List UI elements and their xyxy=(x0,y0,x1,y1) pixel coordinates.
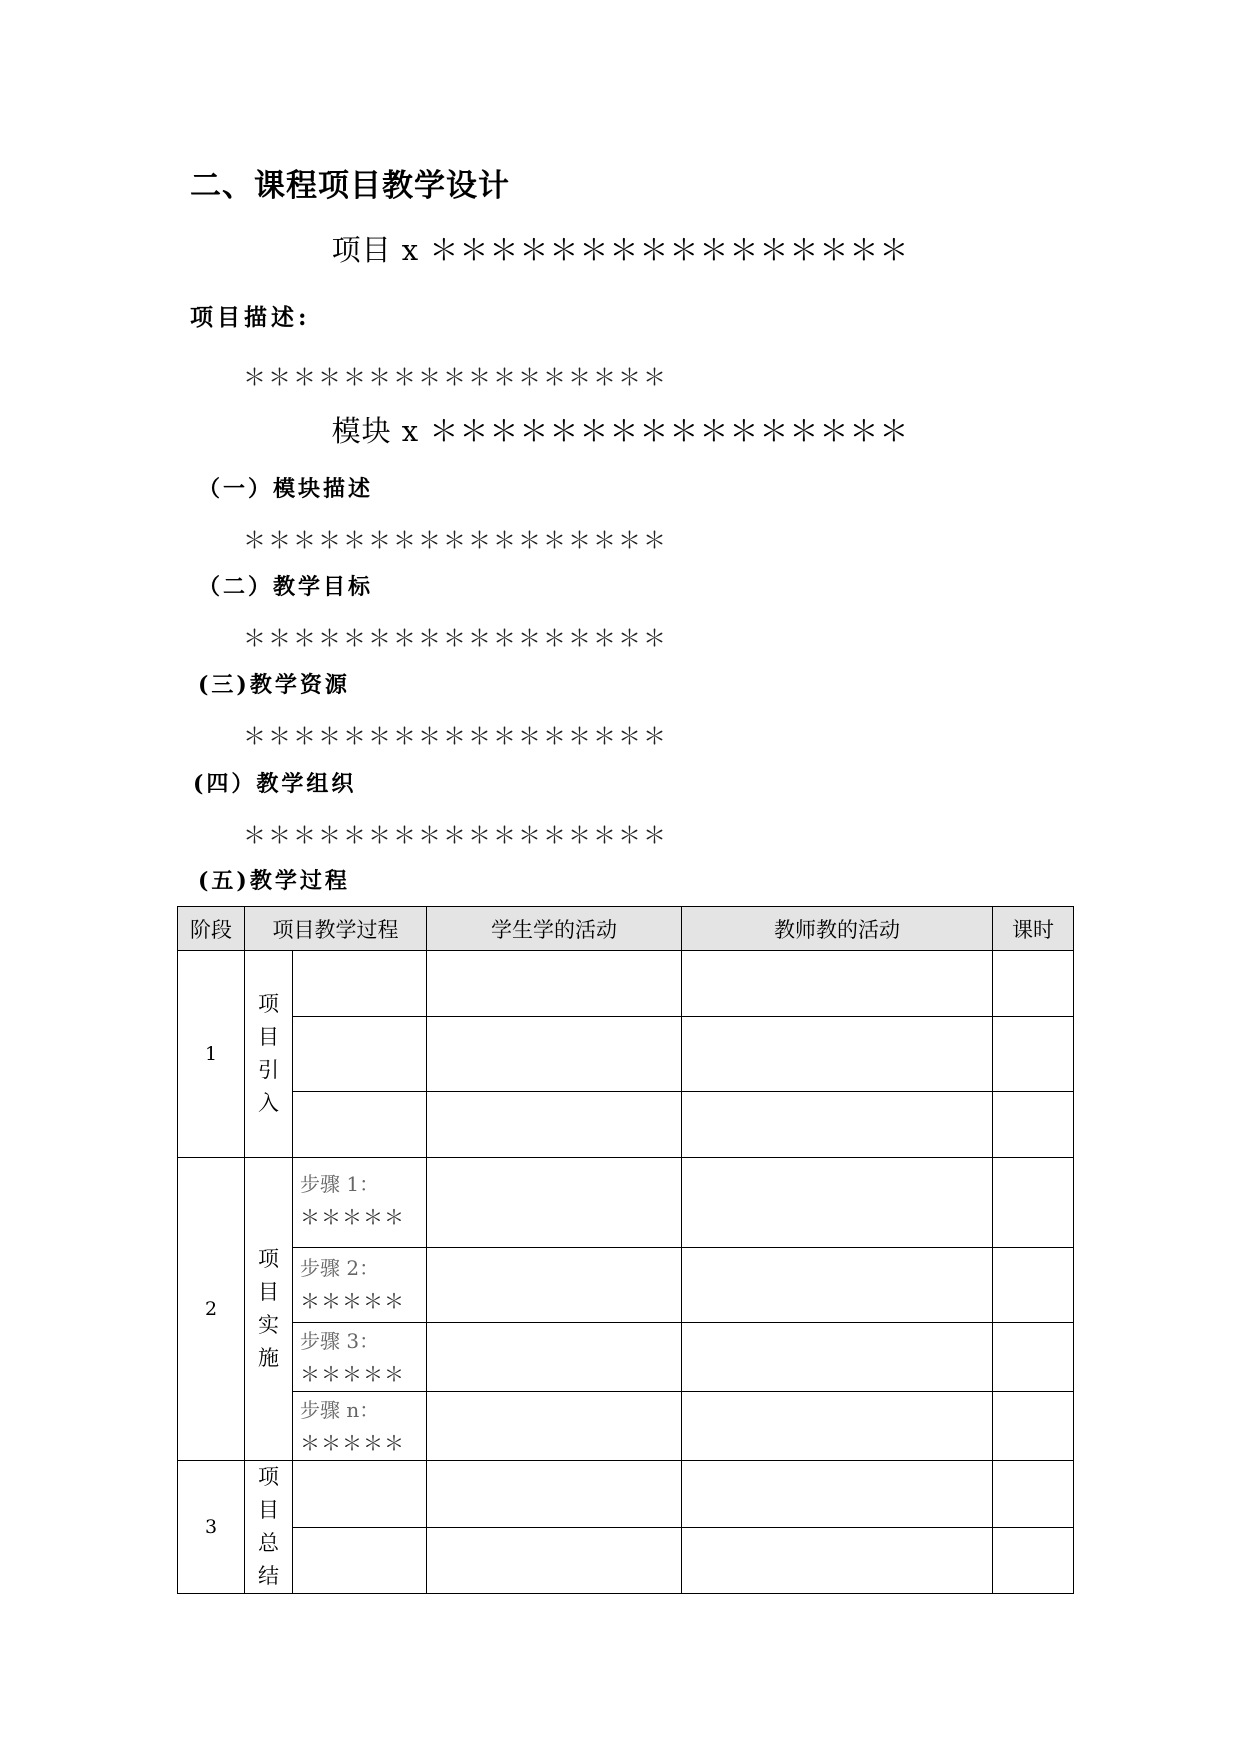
teacher-activity-cell[interactable] xyxy=(682,1158,993,1248)
header-teacher-activity: 教师教的活动 xyxy=(682,907,993,951)
class-hours-cell[interactable] xyxy=(993,1392,1074,1461)
table-row xyxy=(178,1017,1074,1092)
student-activity-cell[interactable] xyxy=(427,1017,682,1092)
stage-label: 项 目 总 结 xyxy=(245,1461,293,1594)
step-cell[interactable] xyxy=(293,1461,427,1528)
class-hours-cell[interactable] xyxy=(993,1248,1074,1323)
teaching-process-heading: (五)教学过程 xyxy=(198,868,350,894)
step-text: ＊＊＊＊＊ xyxy=(300,1289,405,1313)
project-description-text: ＊＊＊＊＊＊＊＊＊＊＊＊＊＊＊＊＊ xyxy=(243,365,668,391)
table-row xyxy=(178,1323,1074,1392)
teaching-organization-heading: (四）教学组织 xyxy=(193,771,357,797)
table-header-row xyxy=(178,907,1074,951)
teaching-goals-heading: （二）教学目标 xyxy=(198,574,374,600)
module-description-text: ＊＊＊＊＊＊＊＊＊＊＊＊＊＊＊＊＊ xyxy=(243,528,668,554)
step-text: ＊＊＊＊＊ xyxy=(300,1205,405,1229)
section-title: 二、课程项目教学设计 xyxy=(190,168,510,204)
teacher-activity-cell[interactable] xyxy=(682,1528,993,1594)
step-cell[interactable] xyxy=(293,1017,427,1092)
stage-number: 3 xyxy=(178,1461,245,1594)
module-description-heading: （一）模块描述 xyxy=(198,476,374,502)
stage-number: 1 xyxy=(178,951,245,1158)
teaching-goals-text: ＊＊＊＊＊＊＊＊＊＊＊＊＊＊＊＊＊ xyxy=(243,626,668,652)
table-row xyxy=(178,1461,1074,1528)
class-hours-cell[interactable] xyxy=(993,1092,1074,1158)
step-cell[interactable] xyxy=(293,1323,427,1392)
teacher-activity-cell[interactable] xyxy=(682,1017,993,1092)
student-activity-cell[interactable] xyxy=(427,1158,682,1248)
teacher-activity-cell[interactable] xyxy=(682,1461,993,1528)
step-label: 步骤 3： xyxy=(300,1329,380,1353)
step-cell[interactable] xyxy=(293,951,427,1017)
step-label: 步骤 n： xyxy=(300,1398,380,1422)
step-text: ＊＊＊＊＊ xyxy=(300,1362,405,1386)
step-cell[interactable] xyxy=(293,1248,427,1323)
stage-label: 项 目 引 入 xyxy=(245,951,293,1158)
header-class-hours: 课时 xyxy=(993,907,1074,951)
table-row xyxy=(178,1392,1074,1461)
teacher-activity-cell[interactable] xyxy=(682,951,993,1017)
teacher-activity-cell[interactable] xyxy=(682,1392,993,1461)
header-process: 项目教学过程 xyxy=(245,907,427,951)
teaching-resources-heading: (三)教学资源 xyxy=(198,672,350,698)
teacher-activity-cell[interactable] xyxy=(682,1092,993,1158)
student-activity-cell[interactable] xyxy=(427,1248,682,1323)
student-activity-cell[interactable] xyxy=(427,1092,682,1158)
student-activity-cell[interactable] xyxy=(427,1323,682,1392)
module-title: 模块 x ＊＊＊＊＊＊＊＊＊＊＊＊＊＊＊＊ xyxy=(331,414,910,448)
project-title: 项目 x ＊＊＊＊＊＊＊＊＊＊＊＊＊＊＊＊ xyxy=(331,233,910,267)
step-text: ＊＊＊＊＊ xyxy=(300,1431,405,1455)
project-description-heading: 项目描述: xyxy=(190,304,311,331)
student-activity-cell[interactable] xyxy=(427,1528,682,1594)
class-hours-cell[interactable] xyxy=(993,951,1074,1017)
table-row xyxy=(178,1158,1074,1248)
class-hours-cell[interactable] xyxy=(993,1017,1074,1092)
student-activity-cell[interactable] xyxy=(427,951,682,1017)
teaching-resources-text: ＊＊＊＊＊＊＊＊＊＊＊＊＊＊＊＊＊ xyxy=(243,724,668,750)
step-cell[interactable] xyxy=(293,1092,427,1158)
header-student-activity: 学生学的活动 xyxy=(427,907,682,951)
step-label: 步骤 1： xyxy=(300,1172,380,1196)
header-stage: 阶段 xyxy=(178,907,245,951)
table-row xyxy=(178,951,1074,1017)
teaching-organization-text: ＊＊＊＊＊＊＊＊＊＊＊＊＊＊＊＊＊ xyxy=(243,823,668,849)
step-label: 步骤 2： xyxy=(300,1256,380,1280)
step-cell[interactable] xyxy=(293,1392,427,1461)
class-hours-cell[interactable] xyxy=(993,1461,1074,1528)
stage-number: 2 xyxy=(178,1158,245,1461)
stage-label: 项 目 实 施 xyxy=(245,1158,293,1461)
table-row xyxy=(178,1528,1074,1594)
step-cell[interactable] xyxy=(293,1528,427,1594)
table-row xyxy=(178,1248,1074,1323)
teacher-activity-cell[interactable] xyxy=(682,1248,993,1323)
step-cell[interactable] xyxy=(293,1158,427,1248)
class-hours-cell[interactable] xyxy=(993,1528,1074,1594)
class-hours-cell[interactable] xyxy=(993,1323,1074,1392)
class-hours-cell[interactable] xyxy=(993,1158,1074,1248)
table-row xyxy=(178,1092,1074,1158)
teaching-process-table xyxy=(177,906,1074,1594)
student-activity-cell[interactable] xyxy=(427,1392,682,1461)
teacher-activity-cell[interactable] xyxy=(682,1323,993,1392)
student-activity-cell[interactable] xyxy=(427,1461,682,1528)
